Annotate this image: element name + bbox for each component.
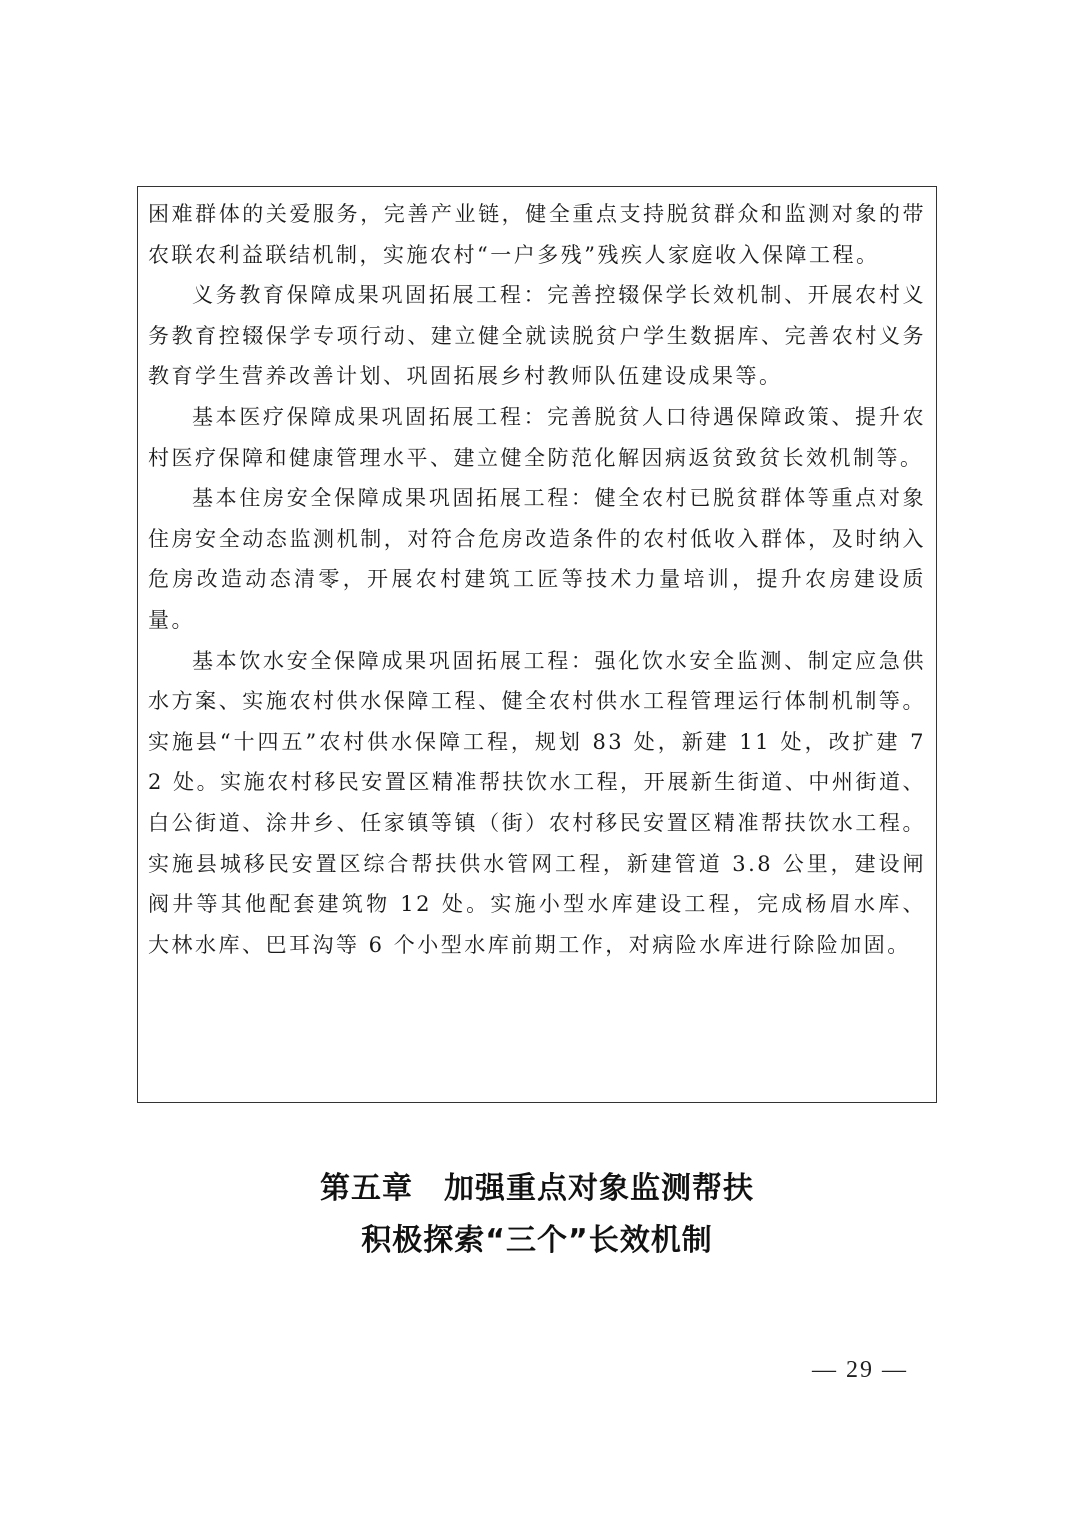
paragraph-medical: 基本医疗保障成果巩固拓展工程：完善脱贫人口待遇保障政策、提升农村医疗保障和健康管理水平、建立健全防范化解因病返贫致贫长效机制等。	[148, 404, 926, 470]
page-number: — 29 —	[812, 1357, 908, 1383]
paragraph-water: 基本饮水安全保障成果巩固拓展工程：强化饮水安全监测、制定应急供水方案、实施农村供水保障工程、健全农村供水工程管理运行体制机制等。实施县“十四五”农村供水保障工程，规划 83 处，新建 11 处，改扩建 72 处。实施农村移民安置区精准帮扶饮水工程，开展新生街道、中州街道、白公街道、涂井乡、任家镇等镇（街）农村移民安置区精准帮扶饮水工程。实施县城移民安置区综合帮扶供水管网工程，新建管道 3.8 公里，建设闸阀井等其他配套建筑物 12 处。实施小型水库建设工程，完成杨眉水库、大林水库、巴耳沟等 6 个小型水库前期工作，对病险水库进行除险加固。	[148, 648, 926, 957]
project-text-box	[137, 186, 937, 1103]
paragraph-care-services: 困难群体的关爱服务，完善产业链，健全重点支持脱贫群众和监测对象的带农联农利益联结机制，实施农村“一户多残”残疾人家庭收入保障工程。	[148, 202, 926, 267]
paragraph-education: 义务教育保障成果巩固拓展工程：完善控辍保学长效机制、开展农村义务教育控辍保学专项行动、建立健全就读脱贫户学生数据库、完善农村义务教育学生营养改善计划、巩固拓展乡村教师队伍建设成果等。	[148, 283, 926, 389]
paragraph-housing: 基本住房安全保障成果巩固拓展工程：健全农村已脱贫群体等重点对象住房安全动态监测机制，对符合危房改造条件的农村低收入群体，及时纳入危房改造动态清零，开展农村建筑工匠等技术力量培训，提升农房建设质量。	[148, 486, 926, 632]
chapter-subtitle: 积极探索“三个”长效机制	[361, 1223, 713, 1258]
chapter-title: 第五章 加强重点对象监测帮扶	[320, 1171, 754, 1206]
